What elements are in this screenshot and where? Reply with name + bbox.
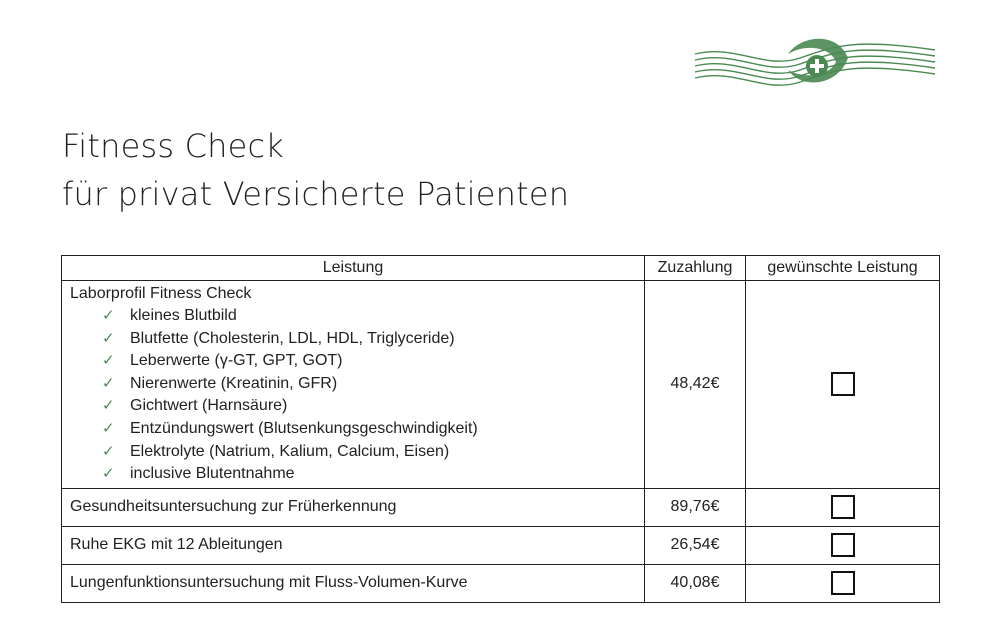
list-item <box>102 373 636 396</box>
column-header-choice: gewünschte Leistung <box>746 256 940 281</box>
cross-eye-logo-icon <box>690 30 940 105</box>
check-mark-icon: ✓ <box>102 397 115 415</box>
service-cell <box>62 281 645 489</box>
lab-profile-name: Laborprofil Fitness Check <box>70 285 252 302</box>
table-header-row <box>62 256 940 281</box>
choice-cell <box>746 281 940 489</box>
lab-profile-checkbox[interactable] <box>831 372 855 396</box>
lab-profile-items <box>70 305 636 486</box>
check-mark-icon: ✓ <box>102 307 115 324</box>
column-header-price: Zuzahlung <box>645 256 746 281</box>
list-item-label: Gichtwert (Harnsäure) <box>130 397 288 415</box>
table-row <box>62 526 940 564</box>
table-row <box>62 564 940 602</box>
check-mark-icon: ✓ <box>102 465 115 483</box>
column-header-service: Leistung <box>62 256 645 281</box>
list-item-label: Leberwerte (γ-GT, GPT, GOT) <box>130 352 343 370</box>
choice-cell <box>746 488 940 526</box>
page-title <box>62 122 569 218</box>
pricing-table <box>61 255 940 603</box>
lung-function-checkbox[interactable] <box>831 571 855 595</box>
list-item-label: inclusive Blutentnahme <box>130 465 295 483</box>
ecg-checkbox[interactable] <box>831 533 855 557</box>
service-cell: Ruhe EKG mit 12 Ableitungen <box>62 526 645 564</box>
check-mark-icon: ✓ <box>102 329 115 347</box>
check-mark-icon: ✓ <box>102 442 115 460</box>
list-item-label: Entzündungswert (Blutsenkungsgeschwindigkeit) <box>130 419 478 437</box>
list-item <box>102 463 636 486</box>
health-screening-checkbox[interactable] <box>831 495 855 519</box>
list-item <box>102 328 636 351</box>
list-item <box>102 395 636 418</box>
table-row <box>62 281 940 489</box>
choice-cell <box>746 564 940 602</box>
list-item-label: Elektrolyte (Natrium, Kalium, Calcium, Eisen) <box>130 442 450 460</box>
title-line-2: für privat Versicherte Patienten <box>62 175 570 213</box>
service-cell: Lungenfunktionsuntersuchung mit Fluss-Volumen-Kurve <box>62 564 645 602</box>
list-item <box>102 418 636 441</box>
check-mark-icon: ✓ <box>102 352 115 370</box>
list-item <box>102 441 636 464</box>
service-cell: Gesundheitsuntersuchung zur Früherkennung <box>62 488 645 526</box>
table-row <box>62 488 940 526</box>
title-line-1: Fitness Check <box>62 127 285 165</box>
price-cell: 48,42€ <box>645 281 746 489</box>
check-mark-icon: ✓ <box>102 419 115 437</box>
price-cell: 89,76€ <box>645 488 746 526</box>
list-item-label: kleines Blutbild <box>130 307 237 324</box>
price-cell: 26,54€ <box>645 526 746 564</box>
list-item-label: Nierenwerte (Kreatinin, GFR) <box>130 374 338 392</box>
check-mark-icon: ✓ <box>102 374 115 392</box>
list-item <box>102 305 636 328</box>
price-cell: 40,08€ <box>645 564 746 602</box>
list-item-label: Blutfette (Cholesterin, LDL, HDL, Triglyceride) <box>130 329 455 347</box>
choice-cell <box>746 526 940 564</box>
list-item <box>102 350 636 373</box>
